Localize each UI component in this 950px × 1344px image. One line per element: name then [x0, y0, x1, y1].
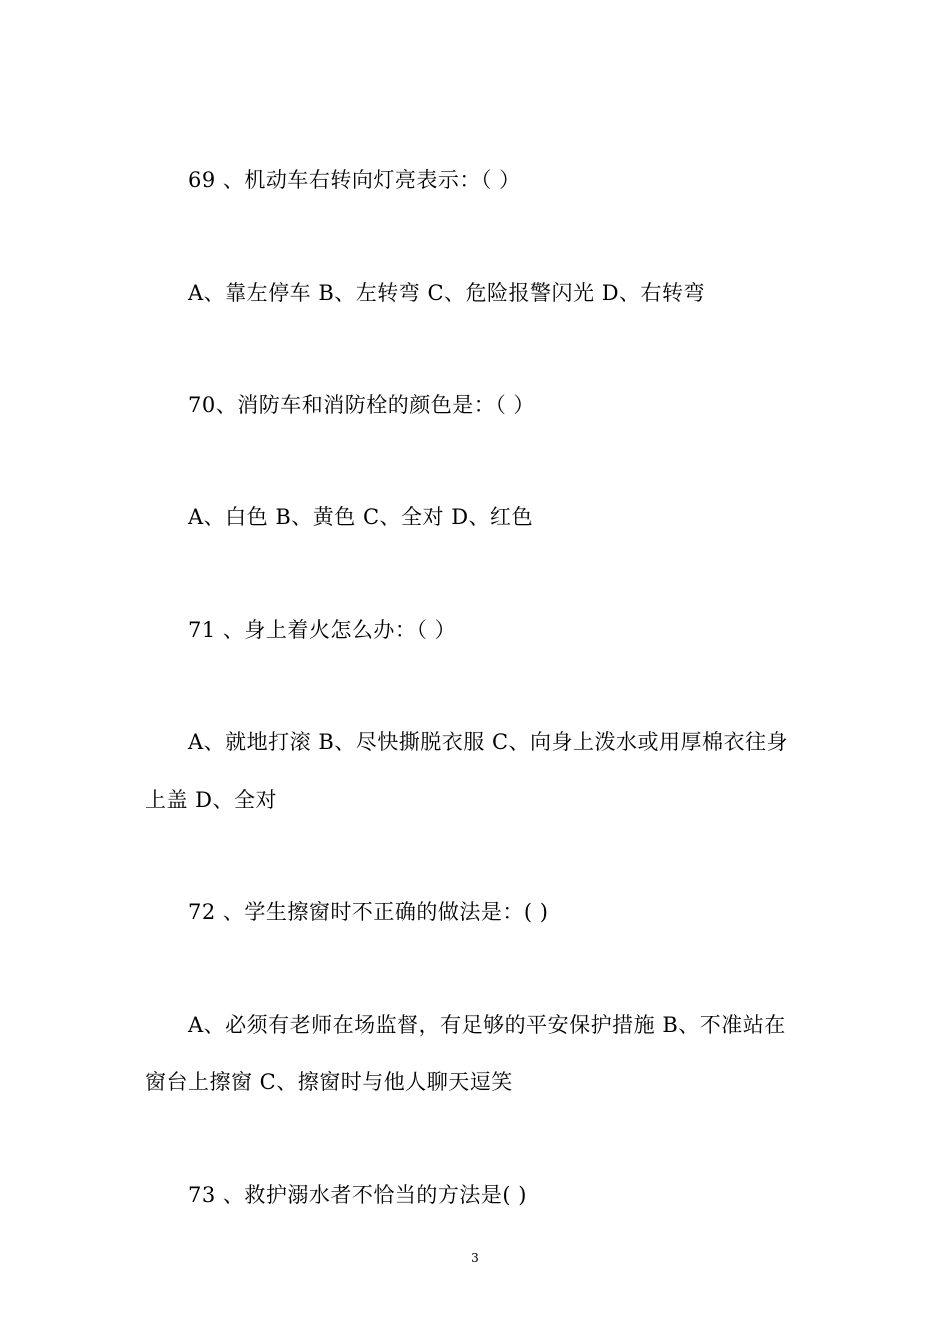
question-72-options-line2: 窗台上擦窗 C、擦窗时与他人聊天逗笑: [145, 1070, 513, 1094]
question-71: 71 、身上着火怎么办：（ ）: [188, 618, 457, 642]
question-69-options: A、靠左停车 B、左转弯 C、危险报警闪光 D、右转弯: [188, 281, 706, 305]
question-71-options-line2: 上盖 D、全对: [145, 788, 278, 812]
question-71-options-line1: A、就地打滚 B、尽快撕脱衣服 C、向身上泼水或用厚棉衣往身: [188, 730, 789, 754]
page-number: 3: [471, 1251, 479, 1265]
question-72: 72 、学生擦窗时不正确的做法是：( ): [188, 900, 549, 924]
question-72-options-line1: A、必须有老师在场监督，有足够的平安保护措施 B、不准站在: [188, 1013, 786, 1037]
question-70: 70、消防车和消防栓的颜色是：（ ）: [188, 393, 535, 417]
question-73: 73 、救护溺水者不恰当的方法是( ): [188, 1183, 527, 1207]
question-70-options: A、白色 B、黄色 C、全对 D、红色: [188, 505, 534, 529]
question-69: 69 、机动车右转向灯亮表示：（ ）: [188, 168, 521, 192]
